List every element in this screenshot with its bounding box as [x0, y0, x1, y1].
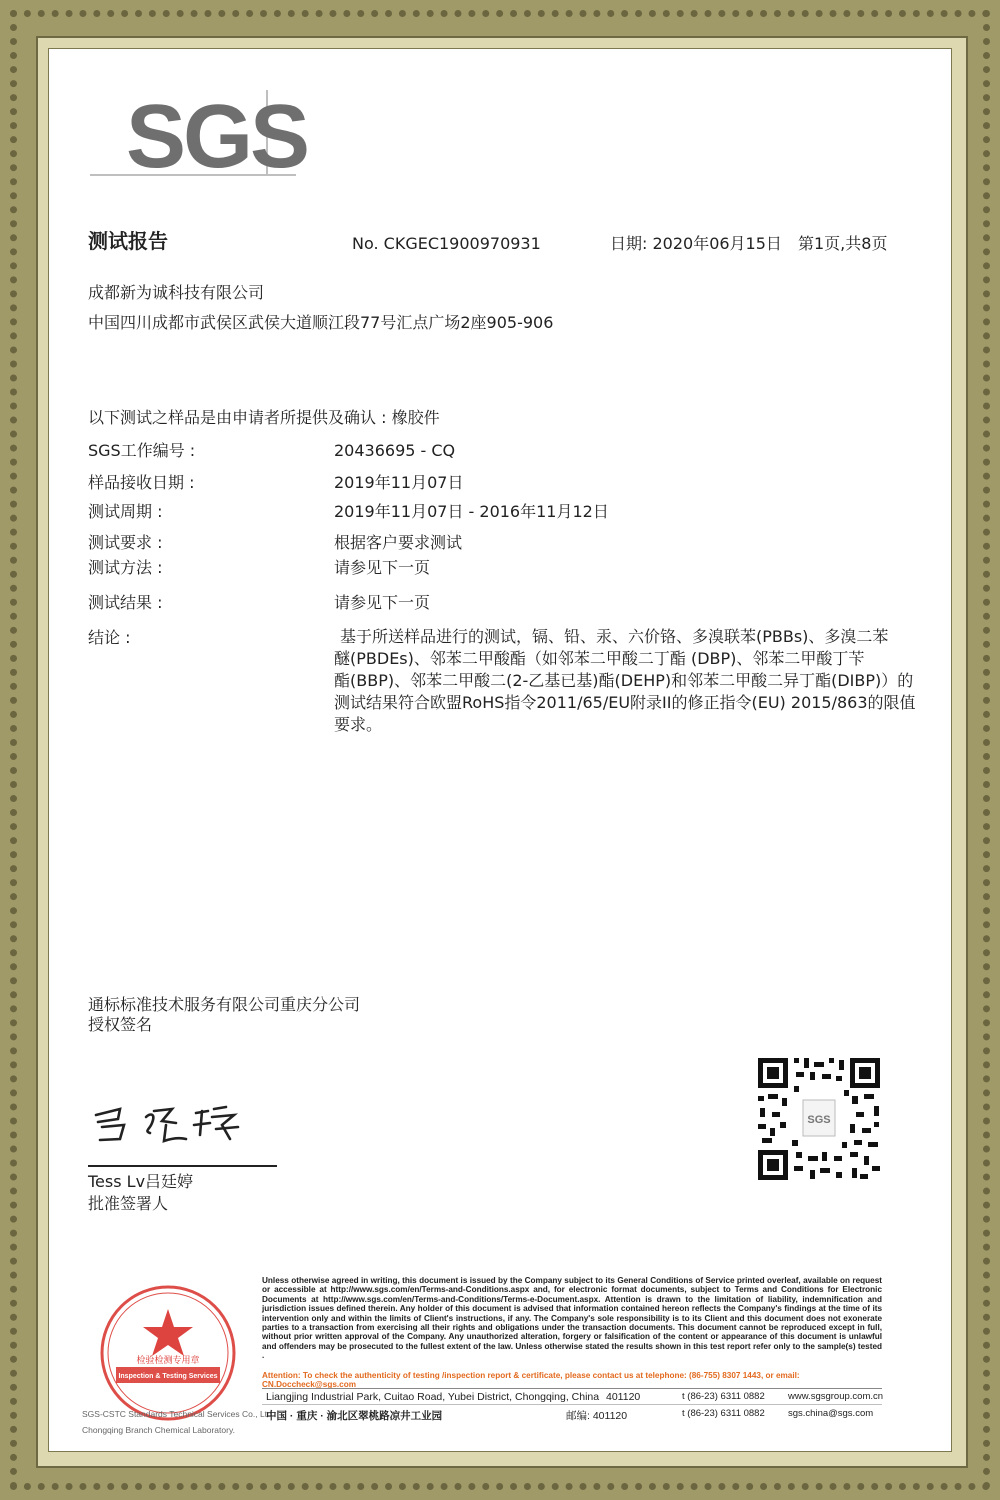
client-name: 成都新为诚科技有限公司: [88, 283, 265, 302]
qr-code[interactable]: [756, 1056, 882, 1182]
field-label: 测试周期 :: [88, 502, 163, 521]
field-label: 样品接收日期 :: [88, 473, 195, 492]
field-value: 请参见下一页: [334, 558, 431, 577]
seal-label-en1: SGS-CSTC Standards Technical Services Co., Ltd.: [82, 1409, 275, 1419]
signer-title: 批准签署人: [88, 1194, 169, 1213]
sgs-logo: [90, 87, 308, 187]
page-count: 第1页,共8页: [798, 234, 888, 253]
report-number: No. CKGEC1900970931: [352, 234, 541, 253]
phone-cn: t (86-23) 6311 0882: [682, 1408, 765, 1419]
postcode-en: 401120: [606, 1391, 641, 1403]
conclusion-line: 测试结果符合欧盟RoHS指令2011/65/EU附录II的修正指令(EU) 2015/863的限值: [334, 693, 916, 712]
seal-label-en2: Chongqing Branch Chemical Laboratory.: [82, 1425, 235, 1435]
authenticity-attention: Attention: To check the authenticity of testing /inspection report & certificate, please contact us at telephone: (86-755) 8307 1443, or email: CN.Doccheck@sgs.com: [262, 1371, 800, 1390]
report-date: 日期: 2020年06月15日: [610, 234, 782, 253]
terms-fineprint: Unless otherwise agreed in writing, this document is issued by the Company subject to its General Conditions of Service printed overleaf, available on request or accessible at http://www.sgs.com/en/Terms-and-Conditions.aspx and, for electronic format documents, subject to Terms and Conditions for Electronic Documents at http://www.sgs.com/en/Terms-and-Conditions/Terms-e-Document.aspx. Attention is drawn to the limitation of liability, indemnification and jurisdiction issues defined therein. Any holder of this document is advised that information contained hereon reflects the Company's findings at the time of its intervention only and within the limits of Client's instructions, if any. The Company's sole responsibility is to its Client and this document does not exonerate parties to a transaction from exercising all their rights and obligations under the transaction documents. This document cannot be reproduced except in full, without prior written approval of the Company. Any unauthorized alteration, forgery or falsification of the content or appearance of this document is unlawful and offenders may be prosecuted to the fullest extent of the law. Unless otherwise stated the results shown in this test report refer only to the sample(s) tested .: [262, 1276, 882, 1361]
authorized-signature-label: 授权签名: [88, 1015, 153, 1034]
address-en: Liangjing Industrial Park, Cuitao Road, Yubei District, Chongqing, China: [266, 1391, 600, 1403]
signer-name: Tess Lv吕廷婷: [88, 1172, 194, 1191]
field-value: 根据客户要求测试: [334, 533, 463, 552]
field-value: 2019年11月07日: [334, 473, 464, 492]
footer-divider: [262, 1404, 882, 1405]
conclusion-line: 基于所送样品进行的测试，镉、铅、汞、六价铬、多溴联苯(PBBs)、多溴二苯: [340, 627, 889, 646]
phone-en: t (86-23) 6311 0882: [682, 1391, 765, 1402]
company-seal: [78, 1275, 275, 1440]
website[interactable]: www.sgsgroup.com.cn: [788, 1391, 884, 1402]
conclusion-line: 要求。: [334, 715, 383, 734]
issuer-company: 通标标准技术服务有限公司重庆分公司: [88, 995, 361, 1014]
certificate-paper: [48, 48, 952, 1452]
field-value: 20436695 - CQ: [334, 441, 456, 460]
seal-inner-text: 检验检测专用章: [136, 1356, 200, 1366]
field-label: 测试结果 :: [88, 593, 163, 612]
field-value: 2019年11月07日 - 2016年11月12日: [334, 502, 609, 521]
qr-center-label: SGS: [807, 1114, 831, 1126]
email[interactable]: sgs.china@sgs.com: [788, 1408, 874, 1419]
field-label: SGS工作编号 :: [88, 441, 196, 460]
report-title: 测试报告: [88, 229, 168, 253]
address-cn: 中国 · 重庆 · 渝北区翠桃路凉井工业园: [266, 1410, 443, 1422]
logo-text: SGS: [126, 87, 308, 187]
field-value: 请参见下一页: [334, 593, 431, 612]
client-address: 中国四川成都市武侯区武侯大道顺江段77号汇点广场2座905-906: [88, 313, 554, 332]
footer-address-band: [262, 1388, 882, 1427]
conclusion-line: 酯(BBP)、邻苯二甲酸二(2-乙基已基)酯(DEHP)和邻苯二甲酸二异丁酯(DIBP)）的: [334, 671, 914, 690]
field-label: 测试要求 :: [88, 533, 163, 552]
conclusion-line: 醚(PBDEs)、邻苯二甲酸酯（如邻苯二甲酸二丁酯 (DBP)、邻苯二甲酸丁苄: [334, 649, 865, 668]
postcode-cn: 邮编: 401120: [566, 1410, 628, 1422]
sample-intro: 以下测试之样品是由申请者所提供及确认 : 橡胶件: [88, 408, 440, 427]
conclusion-text: [334, 626, 934, 736]
field-label: 结论 :: [88, 628, 131, 647]
signature-line: [88, 1165, 277, 1167]
field-label: 测试方法 :: [88, 558, 163, 577]
handwritten-signature: [90, 1095, 250, 1155]
seal-inner-text-en: Inspection & Testing Services: [118, 1373, 218, 1380]
